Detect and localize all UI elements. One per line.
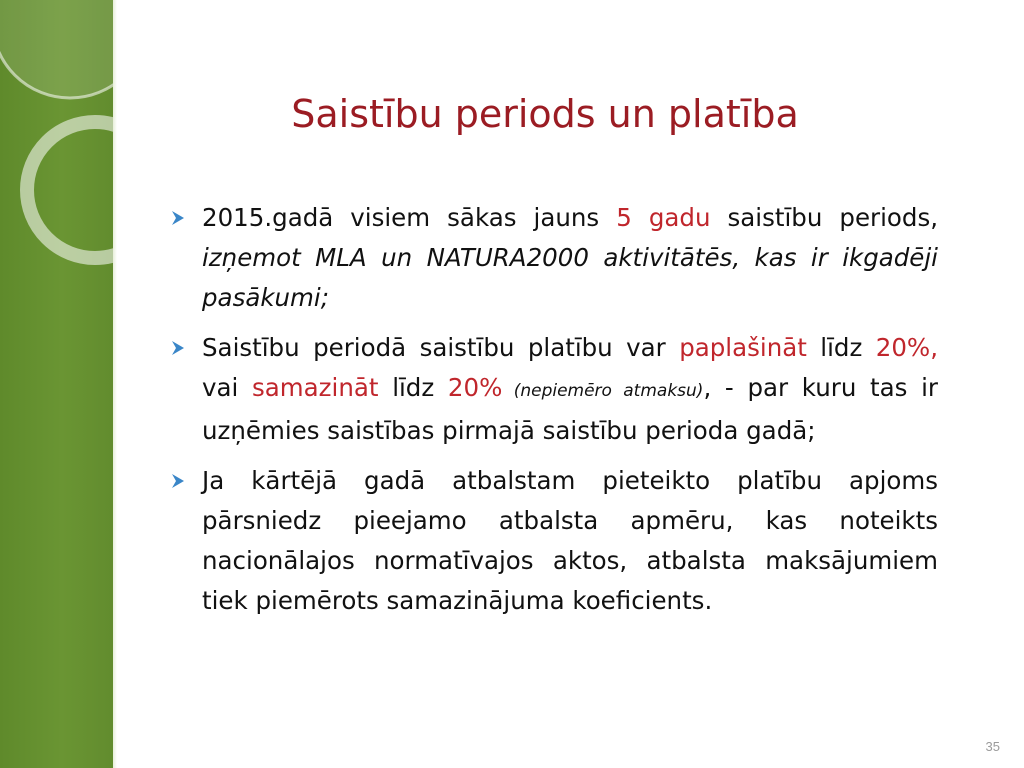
bullet-2-note: (nepiemēro atmaksu)	[502, 381, 704, 401]
bullet-1-italic: izņemot MLA un NATURA2000 aktivitātēs, kas ir ikgadēji pasākumi;	[202, 243, 938, 312]
side-band-edge	[113, 0, 117, 768]
circle-ring-icon	[0, 0, 113, 768]
decorative-side-band	[0, 0, 113, 768]
bullet-item-3	[170, 461, 938, 621]
arrow-right-icon	[170, 473, 186, 489]
bullet-2-highlight-2: 20%,	[875, 333, 938, 362]
bullet-2-highlight-4: 20%	[447, 373, 503, 402]
bullet-item-2	[170, 328, 938, 451]
bullet-list	[170, 198, 938, 631]
bullet-2-highlight-3: samazināt	[252, 373, 379, 402]
slide-title: Saistību periods un platība	[291, 92, 799, 136]
bullet-2-highlight-1: paplašināt	[679, 333, 807, 362]
bullet-1-text-2: saistību periods,	[710, 203, 938, 232]
bullet-2-text-2: līdz	[806, 333, 876, 362]
bullet-2-text-3: vai	[202, 373, 253, 402]
page-number: 35	[985, 739, 1000, 754]
bullet-item-1	[170, 198, 938, 318]
bullet-1-text: 2015.gadā visiem sākas jauns	[202, 203, 617, 232]
arrow-right-icon	[170, 210, 186, 226]
arrow-right-icon	[170, 340, 186, 356]
bullet-1-highlight: 5 gadu	[616, 203, 711, 232]
bullet-3-text: Ja kārtējā gadā atbalstam pieteikto platību apjoms pārsniedz pieejamo atbalsta apmēru, kas noteikts nacionālajos normatīvajos aktos, atbalsta maksājumiem tiek piemērots samazinājuma koeficients.	[202, 466, 938, 615]
bullet-2-text-5: , - par kuru tas ir uzņēmies saistības pirmajā saistību perioda gadā;	[202, 373, 938, 445]
bullet-2-text: Saistību periodā saistību platību var	[202, 333, 680, 362]
bullet-2-text-4: līdz	[378, 373, 448, 402]
